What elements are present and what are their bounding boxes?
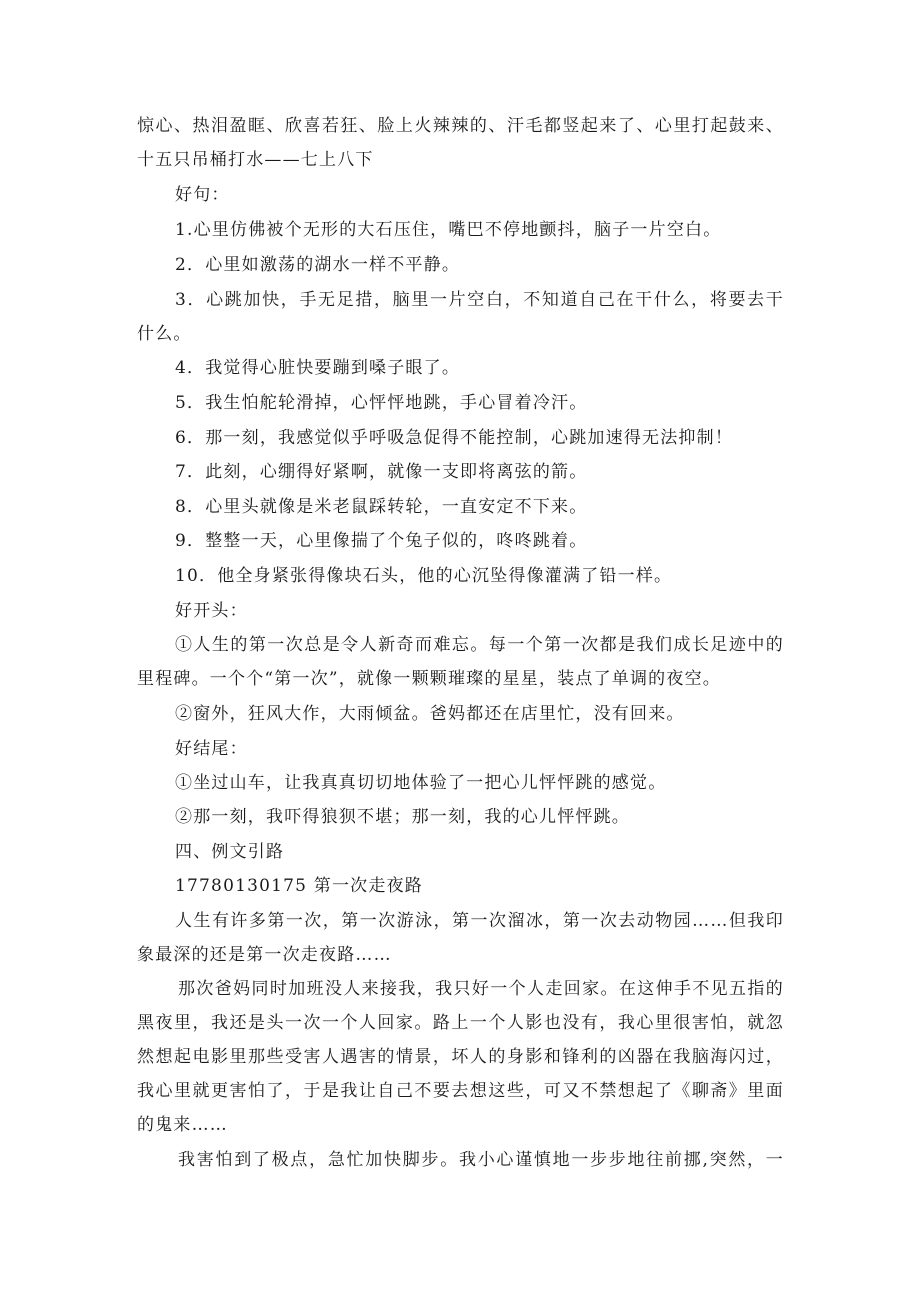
sentence-item: 10．他全身紧张得像块石头，他的心沉坠得像灌满了铅一样。 xyxy=(175,566,673,586)
sentence-item: 9．整整一天，心里像揣了个兔子似的，咚咚跳着。 xyxy=(175,531,588,551)
sentence-item: 8．心里头就像是米老鼠踩转轮，一直安定不下来。 xyxy=(175,497,588,517)
article-line: 那次爸妈同时加班没人来接我，我只好一个人走回家。在这伸手不见五指的 xyxy=(178,979,784,999)
sentence-item: 2．心里如激荡的湖水一样不平静。 xyxy=(175,255,461,275)
article-line: 黑夜里，我还是头一次一个人回家。路上一个人影也没有，我心里很害怕，就忽 xyxy=(137,1013,784,1033)
article-line: 然想起电影里那些受害人遇害的情景，坏人的身影和锋利的凶器在我脑海闪过， xyxy=(137,1047,784,1067)
opening-item: ①人生的第一次总是令人新奇而难忘。每一个第一次都是我们成长足迹中的 xyxy=(175,635,784,655)
section-heading: 四、例文引路 xyxy=(175,842,285,862)
sentence-item: 7．此刻，心绷得好紧啊，就像一支即将离弦的箭。 xyxy=(175,462,588,482)
article-line: 的鬼来…… xyxy=(137,1115,228,1135)
sentence-item: 5．我生怕舵轮滑掉，心怦怦地跳，手心冒着冷汗。 xyxy=(175,393,588,413)
sentence-item: 3．心跳加快，手无足措，脑里一片空白，不知道自己在干什么，将要去干 xyxy=(175,290,784,310)
article-line: 我心里就更害怕了，于是我让自己不要去想这些，可又不禁想起了《聊斋》里面 xyxy=(137,1081,784,1101)
article-title: 17780130175 第一次走夜路 xyxy=(175,876,423,896)
sentence-item: 6．那一刻，我感觉似乎呼吸急促得不能控制，心跳加速得无法抑制！ xyxy=(175,428,734,448)
sentence-item: 1.心里仿佛被个无形的大石压住，嘴巴不停地颤抖，脑子一片空白。 xyxy=(175,220,722,240)
opening-item: ②窗外，狂风大作，大雨倾盆。爸妈都还在店里忙，没有回来。 xyxy=(175,704,685,724)
sentence-item-continuation: 什么。 xyxy=(137,324,192,344)
sentence-item: 4．我觉得心脏快要蹦到嗓子眼了。 xyxy=(175,358,461,378)
vocab-line-2: 十五只吊桶打水——七上八下 xyxy=(137,150,374,170)
article-line: 我害怕到了极点，急忙加快脚步。我小心谨慎地一步步地往前挪,突然，一 xyxy=(178,1150,784,1170)
ending-item: ②那一刻，我吓得狼狈不堪；那一刻，我的心儿怦怦跳。 xyxy=(175,807,630,827)
good-openings-heading: 好开头： xyxy=(175,601,248,621)
article-line: 象最深的还是第一次走夜路…… xyxy=(137,945,392,965)
ending-item: ①坐过山车，让我真真切切地体验了一把心儿怦怦跳的感觉。 xyxy=(175,773,667,793)
article-line: 人生有许多第一次，第一次游泳，第一次溜冰，第一次去动物园……但我印 xyxy=(175,911,784,931)
good-sentences-heading: 好句： xyxy=(175,185,230,205)
good-endings-heading: 好结尾： xyxy=(175,739,248,759)
opening-item-continuation: 里程碑。一个个“第一次”，就像一颗颗璀璨的星星，装点了单调的夜空。 xyxy=(137,669,721,689)
vocab-line-1: 惊心、热泪盈眶、欣喜若狂、脸上火辣辣的、汗毛都竖起来了、心里打起鼓来、 xyxy=(137,116,784,136)
